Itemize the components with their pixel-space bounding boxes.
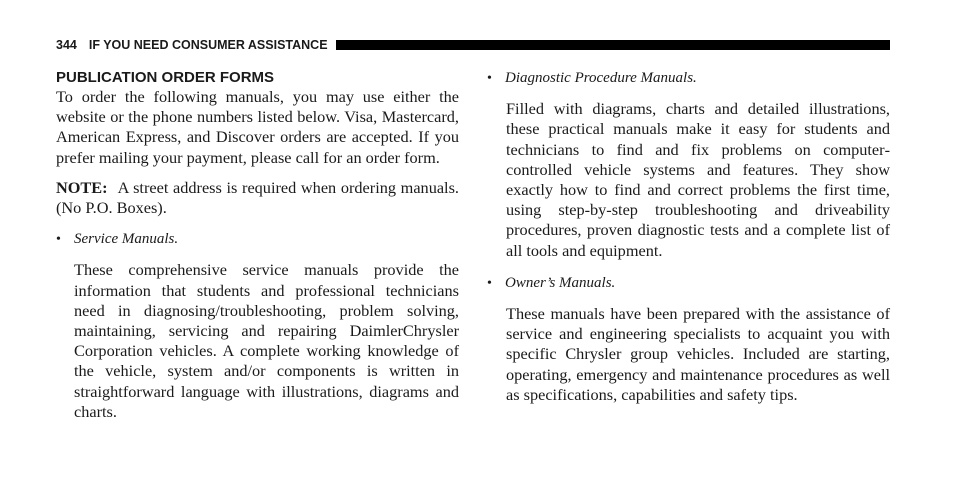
- list-item-body: These manuals have been prepared with the assistance of service and engineering specialists to acquaint you with specific Chrysler group vehicles. Included are starting, operating, emergency and maintenance procedures as well as specifications, capabilities and safety tips.: [506, 304, 890, 404]
- list-item-title: Owner’s Manuals.: [505, 274, 616, 291]
- section-heading: PUBLICATION ORDER FORMS: [56, 69, 275, 86]
- note-text: A street address is required when ordering manuals. (No P.O. Boxes).: [56, 177, 459, 218]
- list-item-service-manuals: [56, 229, 459, 250]
- list-item-body: Filled with diagrams, charts and detailed illustrations, these practical manuals make it easy for students and technicians to find and fix problems on computercontrolled vehicle systems and features. They show exactly how to find and correct problems the first time, using step-by-step troubleshooting and driveability procedures, proven diagnostic tests and a complete list of all tools and equipment.: [506, 99, 890, 260]
- bullet-icon: •: [56, 232, 61, 248]
- list-item-body: These comprehensive service manuals provide the information that students and professional technicians need in diagnosing/troubleshooting, problem solving, maintaining, servicing and repairing DaimlerChrysler Corporation vehicles. A complete working knowledge of the vehicle, system and/or components is written in straightforward language with illustrations, diagrams and charts.: [74, 260, 459, 421]
- page-header: [56, 36, 890, 54]
- left-column: [56, 68, 459, 422]
- list-item-diagnostic-manuals: [487, 68, 890, 89]
- list-item-title: Diagnostic Procedure Manuals.: [505, 70, 697, 86]
- note-paragraph: [56, 178, 459, 218]
- right-column: [487, 68, 890, 405]
- list-item-title: Service Manuals.: [74, 231, 179, 248]
- page-number: 344: [56, 38, 77, 52]
- intro-paragraph: To order the following manuals, you may use either the website or the phone numbers listed below. Visa, Mastercard, American Express, and Discover orders are accepted. If you prefer mailing your payment, please call for an order form.: [56, 87, 459, 167]
- bullet-icon: •: [487, 275, 492, 291]
- bullet-icon: •: [487, 71, 492, 86]
- note-label: NOTE:: [56, 177, 108, 197]
- list-item-owners-manuals: [487, 273, 890, 294]
- header-rule: [336, 40, 890, 50]
- header-title: IF YOU NEED CONSUMER ASSISTANCE: [88, 38, 328, 52]
